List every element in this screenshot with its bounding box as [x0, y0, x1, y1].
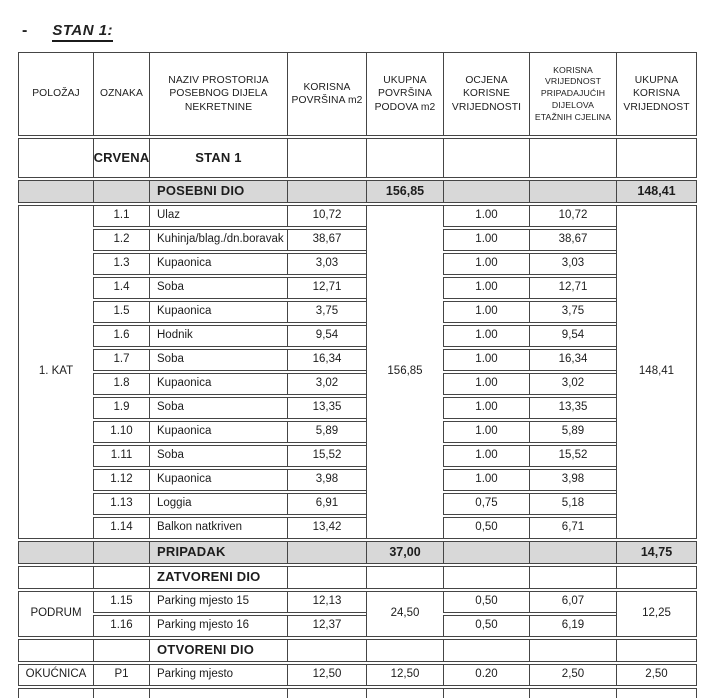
cell-korisna-vrijednost: 5,89	[529, 421, 616, 443]
col-header-polozaj: POLOŽAJ	[18, 52, 93, 136]
cell-korisna-povrsina: 13,35	[287, 397, 366, 419]
cell-oznaka: P1	[93, 664, 149, 686]
empty-cell	[93, 180, 149, 203]
cell-oznaka: 1.11	[93, 445, 149, 467]
cell-polozaj-podrum: PODRUM	[18, 591, 93, 637]
cell-korisna-povrsina: 12,50	[287, 664, 366, 686]
cell-naziv: Kupaonica	[149, 469, 287, 491]
empty-cell	[529, 639, 616, 662]
cell-oznaka: 1.10	[93, 421, 149, 443]
empty-cell	[529, 566, 616, 589]
cell-oznaka: 1.5	[93, 301, 149, 323]
cell-ocjena: 1.00	[443, 469, 529, 491]
cell-naziv: Kuhinja/blag./dn.boravak	[149, 229, 287, 251]
cell-ocjena: 1.00	[443, 277, 529, 299]
cell-naziv: Soba	[149, 277, 287, 299]
cell-korisna-vrijednost: 38,67	[529, 229, 616, 251]
col-header-naziv: NAZIV PROSTORIJA POSEBNOG DIJELA NEKRETNINE	[149, 52, 287, 136]
col-header-korisna-povrsina: KORISNA POVRŠINA m2	[287, 52, 366, 136]
cell-korisna-vrijednost: 12,71	[529, 277, 616, 299]
section-label-zatvoreni-dio: ZATVORENI DIO	[149, 566, 287, 589]
section-label-otvoreni-dio: OTVORENI DIO	[149, 639, 287, 662]
cell-korisna-vrijednost: 3,75	[529, 301, 616, 323]
cell-kat-ukupna-povrsina-podova: 156,85	[366, 205, 443, 539]
page-title: STAN 1:	[52, 22, 113, 42]
cell-polozaj-okucnica: OKUĆNICA	[18, 664, 93, 686]
cell-korisna-povrsina: 10,72	[287, 205, 366, 227]
cell-ocjena: 1.00	[443, 253, 529, 275]
cell-podrum-ukupna-korisna-vrijednost: 12,25	[616, 591, 697, 637]
cell-ocjena: 1.00	[443, 397, 529, 419]
cell-ocjena: 1.00	[443, 229, 529, 251]
cell-ocjena: 0,75	[443, 493, 529, 515]
cell-polozaj-kat: 1. KAT	[18, 205, 93, 539]
cell-korisna-vrijednost: 5,18	[529, 493, 616, 515]
cell-naziv: Balkon natkriven	[149, 517, 287, 539]
cell-kat-ukupna-korisna-vrijednost: 148,41	[616, 205, 697, 539]
cell-pripadak-ukupna-vrijednost: 14,75	[616, 541, 697, 564]
col-header-oznaka: OZNAKA	[93, 52, 149, 136]
cell-korisna-vrijednost: 13,35	[529, 397, 616, 419]
cell-korisna-povrsina: 3,03	[287, 253, 366, 275]
empty-cell	[287, 639, 366, 662]
cell-korisna-povrsina: 6,91	[287, 493, 366, 515]
cell-ocjena: 1.00	[443, 325, 529, 347]
cell-korisna-povrsina: 16,34	[287, 349, 366, 371]
section-label-pripadak: PRIPADAK	[149, 541, 287, 564]
empty-cell	[616, 639, 697, 662]
cell-korisna-vrijednost: 15,52	[529, 445, 616, 467]
cell-ocjena: 1.00	[443, 373, 529, 395]
empty-cell	[443, 541, 529, 564]
empty-cell	[529, 180, 616, 203]
cell-ukupna-korisna-vrijednost: 2,50	[616, 664, 697, 686]
cell-oznaka: 1.16	[93, 615, 149, 637]
empty-cell	[616, 566, 697, 589]
empty-cell	[18, 541, 93, 564]
cell-korisna-povrsina: 3,02	[287, 373, 366, 395]
cell-oznaka: 1.8	[93, 373, 149, 395]
cell-naziv: Kupaonica	[149, 373, 287, 395]
empty-cell	[366, 566, 443, 589]
cell-naziv: Kupaonica	[149, 301, 287, 323]
col-header-korisna-vrijednost-etaznih: KORISNA VRIJEDNOST PRIPADAJUĆIH DIJELOVA ETAŽNIH CJELINA	[529, 52, 616, 136]
cell-korisna-povrsina: 38,67	[287, 229, 366, 251]
empty-cell	[443, 138, 529, 178]
cell-podrum-ukupna-povrsina-podova: 24,50	[366, 591, 443, 637]
cell-ocjena: 1.00	[443, 421, 529, 443]
cell-korisna-vrijednost: 6,71	[529, 517, 616, 539]
cell-naziv: Loggia	[149, 493, 287, 515]
col-header-ukupna-korisna-vrijednost: UKUPNA KORISNA VRIJEDNOST	[616, 52, 697, 136]
cell-naziv: Parking mjesto 16	[149, 615, 287, 637]
cell-ocjena: 0,50	[443, 591, 529, 613]
cell-naziv: Hodnik	[149, 325, 287, 347]
cell-oznaka: 1.6	[93, 325, 149, 347]
cell-naziv: Soba	[149, 349, 287, 371]
cell-naziv: Ulaz	[149, 205, 287, 227]
cell-korisna-vrijednost: 3,98	[529, 469, 616, 491]
col-header-ukupna-povrsina-podova: UKUPNA POVRŠINA PODOVA m2	[366, 52, 443, 136]
empty-cell	[529, 138, 616, 178]
empty-cell	[287, 138, 366, 178]
empty-cell	[366, 639, 443, 662]
empty-cell	[93, 541, 149, 564]
cell-oznaka: 1.1	[93, 205, 149, 227]
cell-ukupna-povrsina-podova: 12,50	[366, 664, 443, 686]
empty-cell	[18, 566, 93, 589]
cell-ocjena: 1.00	[443, 349, 529, 371]
cell-oznaka: 1.7	[93, 349, 149, 371]
cell-ocjena: 0,50	[443, 517, 529, 539]
empty-cell	[93, 639, 149, 662]
cell-korisna-vrijednost: 6,07	[529, 591, 616, 613]
empty-cell	[287, 566, 366, 589]
section-label-posebni-dio: POSEBNI DIO	[149, 180, 287, 203]
empty-cell	[443, 180, 529, 203]
cell-ocjena: 1.00	[443, 445, 529, 467]
cell-naziv-stan: STAN 1	[149, 138, 287, 178]
ownership-spec-table	[18, 52, 697, 698]
cell-korisna-povrsina: 13,42	[287, 517, 366, 539]
empty-cell	[443, 639, 529, 662]
cell-ocjena: 0,50	[443, 615, 529, 637]
cell-korisna-povrsina: 5,89	[287, 421, 366, 443]
empty-cell	[18, 639, 93, 662]
cell-oznaka: 1.9	[93, 397, 149, 419]
empty-cell	[18, 138, 93, 178]
cell-naziv: Soba	[149, 445, 287, 467]
cell-oznaka: 1.15	[93, 591, 149, 613]
cell-korisna-povrsina: 12,13	[287, 591, 366, 613]
cell-oznaka: 1.4	[93, 277, 149, 299]
cell-posebni-ukupna-vrijednost: 148,41	[616, 180, 697, 203]
cell-naziv: Parking mjesto 15	[149, 591, 287, 613]
cell-naziv: Kupaonica	[149, 421, 287, 443]
cell-naziv: Parking mjesto	[149, 664, 287, 686]
cell-posebni-ukupna-povrsina: 156,85	[366, 180, 443, 203]
cell-korisna-vrijednost: 6,19	[529, 615, 616, 637]
cell-korisna-vrijednost: 9,54	[529, 325, 616, 347]
cell-korisna-vrijednost: 3,02	[529, 373, 616, 395]
list-dash: -	[22, 22, 28, 39]
cell-ocjena: 1.00	[443, 205, 529, 227]
section-title-row	[22, 22, 113, 42]
empty-cell	[287, 541, 366, 564]
empty-cell	[18, 180, 93, 203]
cell-ocjena: 0.20	[443, 664, 529, 686]
cell-korisna-vrijednost: 3,03	[529, 253, 616, 275]
cell-oznaka: 1.13	[93, 493, 149, 515]
col-header-ocjena: OCJENA KORISNE VRIJEDNOSTI	[443, 52, 529, 136]
cell-pripadak-ukupna-povrsina: 37,00	[366, 541, 443, 564]
empty-cell	[287, 180, 366, 203]
empty-cell	[93, 566, 149, 589]
cell-oznaka: 1.14	[93, 517, 149, 539]
empty-cell	[366, 138, 443, 178]
cell-korisna-povrsina: 3,98	[287, 469, 366, 491]
cell-korisna-vrijednost: 10,72	[529, 205, 616, 227]
cell-korisna-vrijednost: 2,50	[529, 664, 616, 686]
cell-naziv: Kupaonica	[149, 253, 287, 275]
cell-korisna-povrsina: 3,75	[287, 301, 366, 323]
cell-korisna-povrsina: 9,54	[287, 325, 366, 347]
cell-oznaka-stan: CRVENA	[93, 138, 149, 178]
cell-korisna-povrsina: 15,52	[287, 445, 366, 467]
cell-oznaka: 1.2	[93, 229, 149, 251]
cell-korisna-vrijednost: 16,34	[529, 349, 616, 371]
cell-korisna-povrsina: 12,37	[287, 615, 366, 637]
cell-korisna-povrsina: 12,71	[287, 277, 366, 299]
empty-cell	[443, 566, 529, 589]
cell-oznaka: 1.3	[93, 253, 149, 275]
cell-ocjena: 1.00	[443, 301, 529, 323]
empty-cell	[616, 138, 697, 178]
cell-oznaka: 1.12	[93, 469, 149, 491]
cell-naziv: Soba	[149, 397, 287, 419]
empty-cell	[529, 541, 616, 564]
